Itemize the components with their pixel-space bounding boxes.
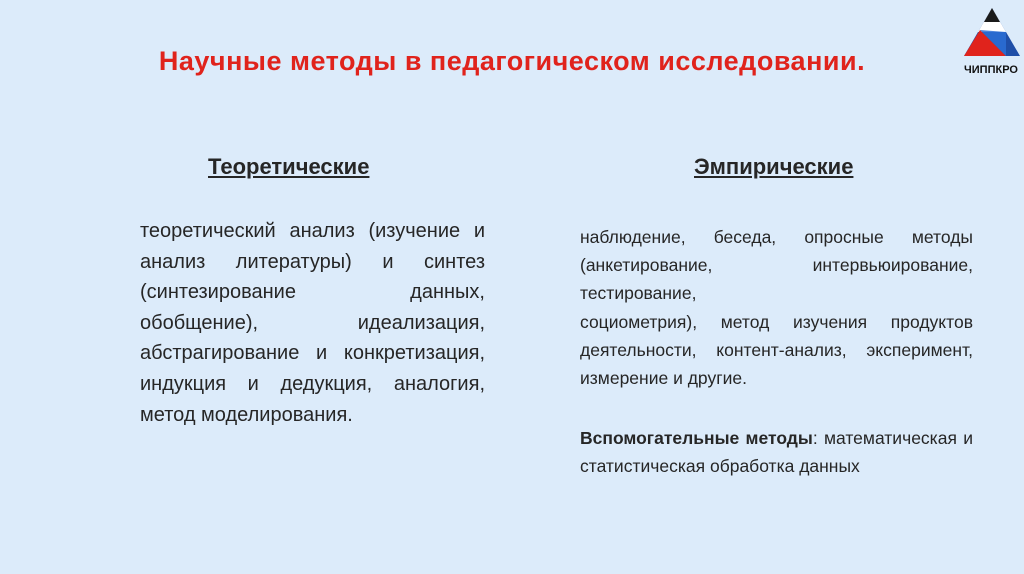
auxiliary-methods [580,424,973,480]
empirical-methods-text-2: социометрия), метод изучения продуктов деятельности, контент-анализ, эксперимент, измерение и другие. [580,312,973,388]
auxiliary-colon: : [812,428,818,448]
logo-triangle-icon [960,6,1022,64]
logo-text: ЧИППКРО [964,64,1018,76]
slide-title: Научные методы в педагогическом исследовании. [158,46,866,76]
auxiliary-methods-text: математическая и статистическая обработка данных [580,428,973,476]
empirical-heading: Эмпирические [694,154,854,179]
empirical-methods-text-1: наблюдение, беседа, опросные методы (анкетирование, интервьюирование, тестирование, [580,227,973,303]
auxiliary-methods-label: Вспомогательные методы [580,428,813,448]
theoretical-heading: Теоретические [208,154,370,179]
theoretical-methods-text: теоретический анализ (изучение и анализ литературы) и синтез (синтезирование данных, обобщение), идеализация, абстрагирование и конкретизация, индукция и дедукция, аналогия, метод моделирования. [140,220,485,426]
chippkro-logo [960,6,1022,80]
